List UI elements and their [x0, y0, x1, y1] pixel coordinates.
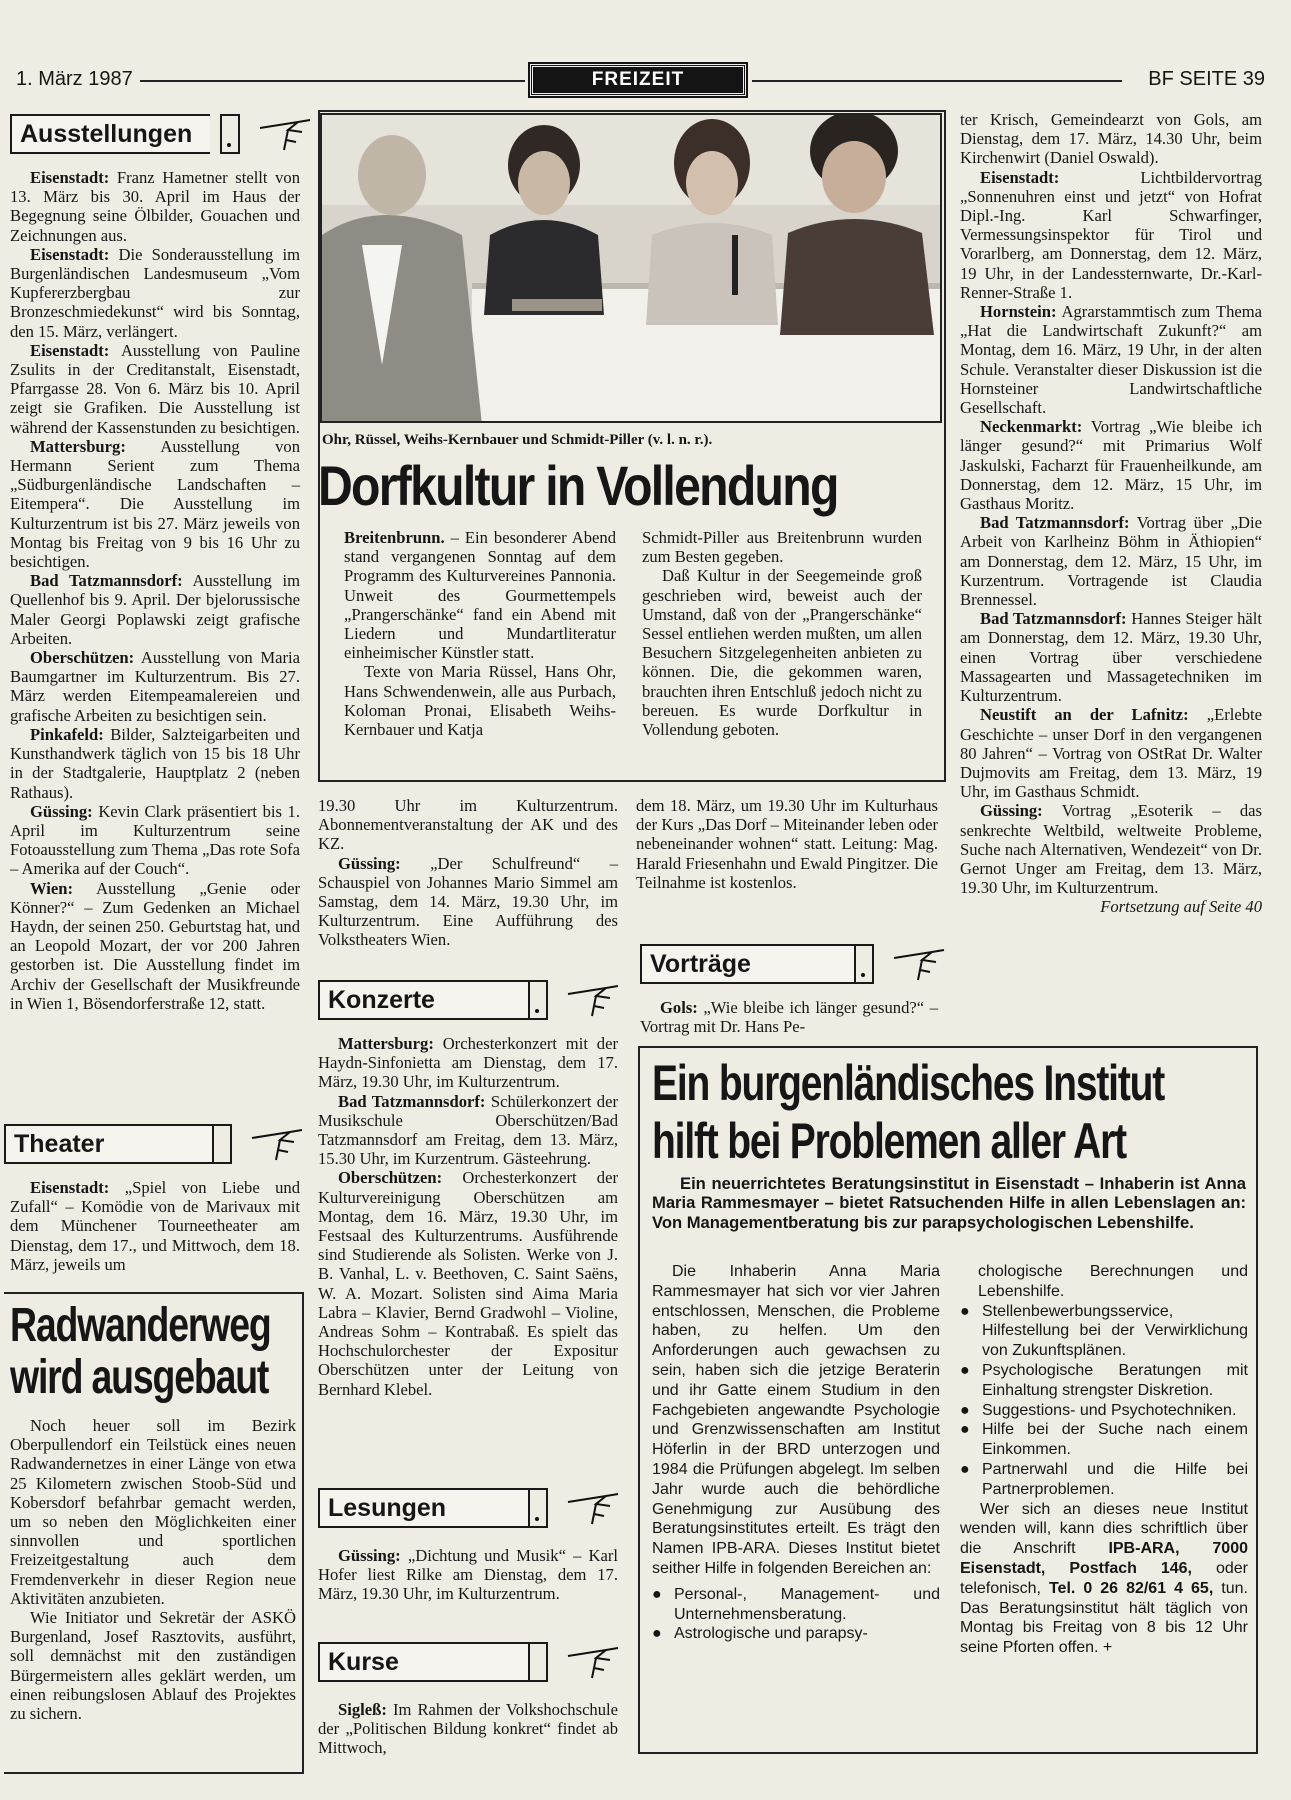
- header-rule-right: [752, 80, 1122, 82]
- institut-bullets-1: [652, 1585, 940, 1644]
- bullet-item: ● Stellenbewerbungsservice, Hilfestellung bei der Verwirklichung von Zukunftsplänen.: [960, 1302, 1248, 1361]
- institut-headline-2: hilft bei Problemen aller Art: [652, 1113, 1126, 1169]
- continuation-note: Fortsetzung auf Seite 40: [1100, 897, 1262, 917]
- pointer-box: [854, 944, 874, 984]
- pointing-hand-icon: [566, 1492, 622, 1528]
- section-title: Theater: [14, 1130, 105, 1158]
- bullet-item: ● Suggestions- und Psychotechniken.: [960, 1401, 1248, 1421]
- kurse-continued: dem 18. März, um 19.30 Uhr im Kulturhaus der Kurs „Das Dorf – Miteinander leben oder nebeneinander wohnen“ statt. Leitung: Mag. Harald Friesenhahn und Ewald Pingitzer. Die Teilnahme ist kostenlos.: [636, 796, 938, 892]
- group-photo-image: [322, 115, 942, 423]
- pointer-box: [528, 1642, 548, 1682]
- vortraege-list: ter Krisch, Gemeindearzt von Gols, am Dienstag, dem 17. März, 14.30 Uhr, beim Kirchenwirt (Daniel Oswald). Eisenstadt: Lichtbildervortrag „Sonnenuhren einst und jetzt“ von Hofrat Dipl.-Ing. Karl Schwarfinger, Vermessungsinspektor für Tirol und Vorarlberg, am Donnerstag, dem 12. März, 19 Uhr, in der Landessternwarte, Dr.-Karl-Renner-Straße 1. Hornstein: Agrarstammtisch zum Thema „Hat die Landwirtschaft Zukunft?“ am Montag, dem 16. März, 19 Uhr, in der alten Schule. Veranstalter dieser Diskussion ist die Hornsteiner Landwirtschaftliche Gesellschaft. Neckenmarkt: Vortrag „Wie bleibe ich länger gesund?“ mit Primarius Wolf Jaskulski, Facharzt für Frauenheilkunde, am Donnerstag, dem 12. März, 15 Uhr, im Gasthaus Moritz. Bad Tatzmannsdorf: Vortrag über „Die Arbeit von Karlheinz Böhm in Äthiopien“ am Donnerstag, dem 12. März, 15 Uhr, im Kurzentrum. Vortragende ist Claudia Brennessel. Bad Tatzmannsdorf: Hannes Steiger hält am Donnerstag, dem 12. März, 19.30 Uhr, einen Vortrag über verschiedene Massagearten und Massagetechniken im Kulturzentrum. Neustift an der Lafnitz: „Erlebte Geschichte – unser Dorf in den vergangenen 80 Jahren“ – Vortrag von OStRat Dr. Walter Dujmovits am Freitag, dem 13. März, 19 Uhr, im Gasthaus Schmidt. Güssing: Vortrag „Esoterik – das senkrechte Weltbild, weltweite Probleme, Suche nach Alternativen, Wendezeit“ von Dr. Gernot Unger am Freitag, dem 13. März, 19.30 Uhr, im Kulturzentrum. Fortsetzung auf Seite 40: [960, 110, 1263, 917]
- section-header-theater: [4, 1124, 212, 1164]
- section-header-vortraege: [640, 944, 854, 984]
- pointing-hand-icon: [892, 948, 948, 984]
- article-photo: [320, 113, 942, 423]
- radweg-headline-2: wird ausgebaut: [10, 1351, 269, 1404]
- issue-date: 1. März 1987: [16, 68, 133, 90]
- section-title: Kurse: [328, 1648, 399, 1676]
- theater-continued: 19.30 Uhr im Kulturzentrum. Abonnementveranstaltung der AK und des KZ. Güssing: „Der Schulfreund“ – Schauspiel von Johannes Mario Simmel am Samstag, dem 14. März, 19.30 Uhr, im Kulturzentrum. Eine Aufführung des Volkstheaters Wien.: [318, 796, 618, 950]
- pointer-box: [528, 1488, 548, 1528]
- photo-caption: Ohr, Rüssel, Weihs-Kernbauer und Schmidt-Piller (v. l. n. r.).: [322, 432, 713, 448]
- pointing-hand-icon: [566, 984, 622, 1020]
- dorfkultur-col2: Schmidt-Piller aus Breitenbrunn wurden zum Besten gegeben. Daß Kultur in der Seegemeinde groß geschrieben wird, beweist auch der Umstand, daß von der „Prangerschänke“ Sessel entliehen werden mußten, um allen Besuchern Sitzgelegenheiten anbieten zu können. Die, die gekommen waren, brauchten ihren Entschluß jedoch nicht zu bereuen. Es wurde Dorfkultur in Vollendung geboten.: [642, 528, 922, 740]
- bullet-item: ● Astrologische und parapsy-: [652, 1624, 940, 1644]
- section-header-kurse: [318, 1642, 528, 1682]
- section-header-lesungen: [318, 1488, 528, 1528]
- pointing-hand-icon: [250, 1128, 306, 1164]
- institut-lead: Ein neuerrichtetes Beratungsinstitut in Eisenstadt – Inhaberin ist Anna Maria Rammesmayer – bietet Ratsuchenden Hilfe in allen Lebenslagen an: Von Managementberatung bis zur parapsychologischen Lebenshilfe.: [652, 1174, 1246, 1232]
- ausstellungen-list: Eisenstadt: Franz Hametner stellt von 13. März bis 30. April im Haus der Begegnung seine Ölbilder, Gouachen und Zeichnungen aus. Eisenstadt: Die Sonderausstellung im Burgenländischen Landesmuseum „Vom Kupfererzbergbau zur Bronzeschmiedekunst“ wird bis Sonntag, den 15. März, verlängert. Eisenstadt: Ausstellung von Pauline Zsulits in der Creditanstalt, Eisenstadt, Pfarrgasse 28. Von 6. März bis 10. April zeigt sie Grafiken. Die Ausstellung ist während der Kassenstunden zu besichtigen. Mattersburg: Ausstellung von Hermann Serient zum Thema „Südburgenländische Landschaften – Eitempera“. Die Ausstellung im Kulturzentrum ist bis 27. März jeweils von Montag bis Freitag von 9 bis 16 Uhr zu besichtigen. Bad Tatzmannsdorf: Ausstellung im Quellenhof bis 9. April. Der bjelorussische Maler Georgi Poplawski zeigt grafische Arbeiten. Oberschützen: Ausstellung von Maria Baumgartner im Kulturzentrum. Bis 27. März werden Eitempeamalereien und grafische Arbeiten zu besichtigen sein. Pinkafeld: Bilder, Salzteigarbeiten und Kunsthandwerk täglich von 15 bis 18 Uhr in der Stadtgalerie, Hauptplatz 2 (neben Rathaus). Güssing: Kevin Clark präsentiert bis 1. April im Kulturzentrum seine Fotoausstellung zum Thema „Das rote Sofa – Amerika auf der Couch“. Wien: Ausstellung „Genie oder Könner?“ – Zum Gedenken an Michael Haydn, der seinen 250. Geburtstag hat, und an Leopold Mozart, der vor 200 Jahren gestorben ist. Die Ausstellung findet im Archiv der Gesellschaft der Musikfreunde in Wien 1, Bösendorferstraße 12, statt.: [10, 168, 301, 1013]
- institut-headline-1: Ein burgenländisches Institut: [652, 1055, 1165, 1111]
- dorfkultur-headline: Dorfkultur in Vollendung: [318, 454, 838, 517]
- pointer-box: [528, 980, 548, 1020]
- bullet-item: ● Partnerwahl und die Hilfe bei Partnerproblemen.: [960, 1460, 1248, 1500]
- section-title: Konzerte: [328, 986, 435, 1014]
- institut-col1: Die Inhaberin Anna Maria Rammesmayer hat sich vor vier Jahren entschlossen, Menschen, die Probleme haben, zu helfen. Um den Anforderungen auch gewachsen zu sein, haben sich die jetzige Beraterin und ihr Gatte einem Studium in den Fachgebieten angewandte Psychologie und Grenzwissenschaften am Institut Höferlin in der BRD unterzogen und 1984 die Prüfungen abgelegt. Im selben Jahr wurde auch die behördliche Genehmigung zur Ausübung des Beratungsinstitutes erteilt. Es trägt den Namen IPB-ARA. Dieses Institut bietet seither Hilfe in folgenden Bereichen an: ● Personal-, Management- und Unternehmensberatung. ● Astrologische und parapsy-: [652, 1262, 940, 1644]
- end-mark: +: [1102, 1639, 1113, 1657]
- bullet-item: ● Psychologische Beratungen mit Einhaltung strengster Diskretion.: [960, 1361, 1248, 1401]
- lesungen-list: Güssing: „Dichtung und Musik“ – Karl Hofer liest Rilke am Dienstag, dem 17. März, 19.30 Uhr, im Kulturzentrum.: [318, 1546, 618, 1604]
- vortraege-gols: Gols: „Wie bleibe ich länger gesund?“ – Vortrag mit Dr. Hans Pe-: [640, 998, 938, 1037]
- section-title: Lesungen: [328, 1494, 447, 1522]
- kurse-list: Sigleß: Im Rahmen der Volkshochschule der „Politischen Bildung konkret“ findet ab Mittwoch,: [318, 1700, 618, 1758]
- konzerte-list: Mattersburg: Orchesterkonzert mit der Haydn-Sinfonietta am Dienstag, dem 17. März, 19.30 Uhr, im Kulturzentrum. Bad Tatzmannsdorf: Schülerkonzert der Musikschule Oberschützen/Bad Tatzmannsdorf am Freitag, dem 13. März, 15.30 Uhr, im Kurzentrum. Gästeehrung. Oberschützen: Orchesterkonzert der Kulturvereinigung Oberschützen am Montag, dem 16. März, 19.30 Uhr, im Festsaal des Kulturzentrums. Ausführende sind Studierende als Solisten. Werke von J. B. Vanhal, L. v. Beethoven, C. Saint Saëns, W. A. Mozart. Solisten sind Aima Maria Labra – Klavier, Bernd Gradwohl – Violine, Andreas Sohm – Kontrabaß. Es spielt das Hochschulorchester der Expositur Oberschützen unter der Leitung von Bernhard Klebel.: [318, 1034, 618, 1399]
- pointer-box: [212, 1124, 232, 1164]
- theater-list: Eisenstadt: „Spiel von Liebe und Zufall“ – Komödie von de Marivaux mit dem Münchener Tourneetheater am Dienstag, dem 17., und Mittwoch, dem 18. März, jeweils um: [10, 1178, 300, 1274]
- pointer-box: [220, 114, 240, 154]
- page-number: BF SEITE 39: [1148, 68, 1265, 90]
- institut-col2: chologische Berechnungen und Lebenshilfe. ● Stellenbewerbungsservice, Hilfestellung bei der Verwirklichung von Zukunftsplänen. ● Psychologische Beratungen mit Einhaltung strengster Diskretion. ● Suggestions- und Psychotechniken. ● Hilfe bei der Suche nach einem Einkommen. ● Partnerwahl und die Hilfe bei Partnerproblemen. Wer sich an dieses neue Institut wenden will, kann dies schriftlich über die Anschrift IPB-ARA, 7000 Eisenstadt, Postfach 146, oder telefonisch, Tel. 0 26 82/61 4 65, tun. Das Beratungsinstitut hält täglich von Montag bis Freitag von 8 bis 12 Uhr seine Pforten offen. +: [960, 1262, 1248, 1658]
- pointing-hand-icon: [258, 118, 314, 154]
- section-header-ausstellungen: [10, 114, 210, 154]
- section-header-konzerte: [318, 980, 528, 1020]
- bullet-item: ● Personal-, Management- und Unternehmensberatung.: [652, 1585, 940, 1625]
- section-title: Ausstellungen: [20, 120, 193, 148]
- bullet-item: ● Hilfe bei der Suche nach einem Einkommen.: [960, 1420, 1248, 1460]
- radweg-article: Noch heuer soll im Bezirk Oberpullendorf ein Teilstück eines neuen Radwandernetzes in einer Länge von etwa 25 Kilometern zwischen Stoob-Süd und Kobersdorf befahrbar gemacht werden, um so neben den Möglichkeiten einer sinnvollen und sportlichen Freizeitgestaltung auch dem Fremdenverkehr in dieser Region neue Aktivitäten anzubieten. Wie Initiator und Sekretär der ASKÖ Burgenland, Josef Rasztovits, ausführt, soll demnächst mit den zuständigen Bürgermeistern alles geklärt werden, um einen reibungslosen Ablauf des Projektes zu sichern.: [10, 1416, 296, 1724]
- radweg-headline-1: Radwanderweg: [10, 1299, 271, 1352]
- section-label: FREIZEIT: [530, 64, 746, 96]
- section-title: Vorträge: [650, 950, 751, 978]
- header-rule-left: [140, 80, 525, 82]
- dorfkultur-col1: Breitenbrunn. – Ein besonderer Abend stand vergangenen Sonntag auf dem Programm des Kulturvereines Pannonia. Unweit des Gourmettempels „Prangerschänke“ fand ein Abend mit Liedern und Mundartliteratur einheimischer Künstler statt. Texte von Maria Rüssel, Hans Ohr, Hans Schwendenwein, alle aus Purbach, Koloman Pronai, Elisabeth Weihs-Kernbauer und Katja: [344, 528, 616, 740]
- institut-bullets-2: [960, 1302, 1248, 1500]
- pointing-hand-icon: [566, 1646, 622, 1682]
